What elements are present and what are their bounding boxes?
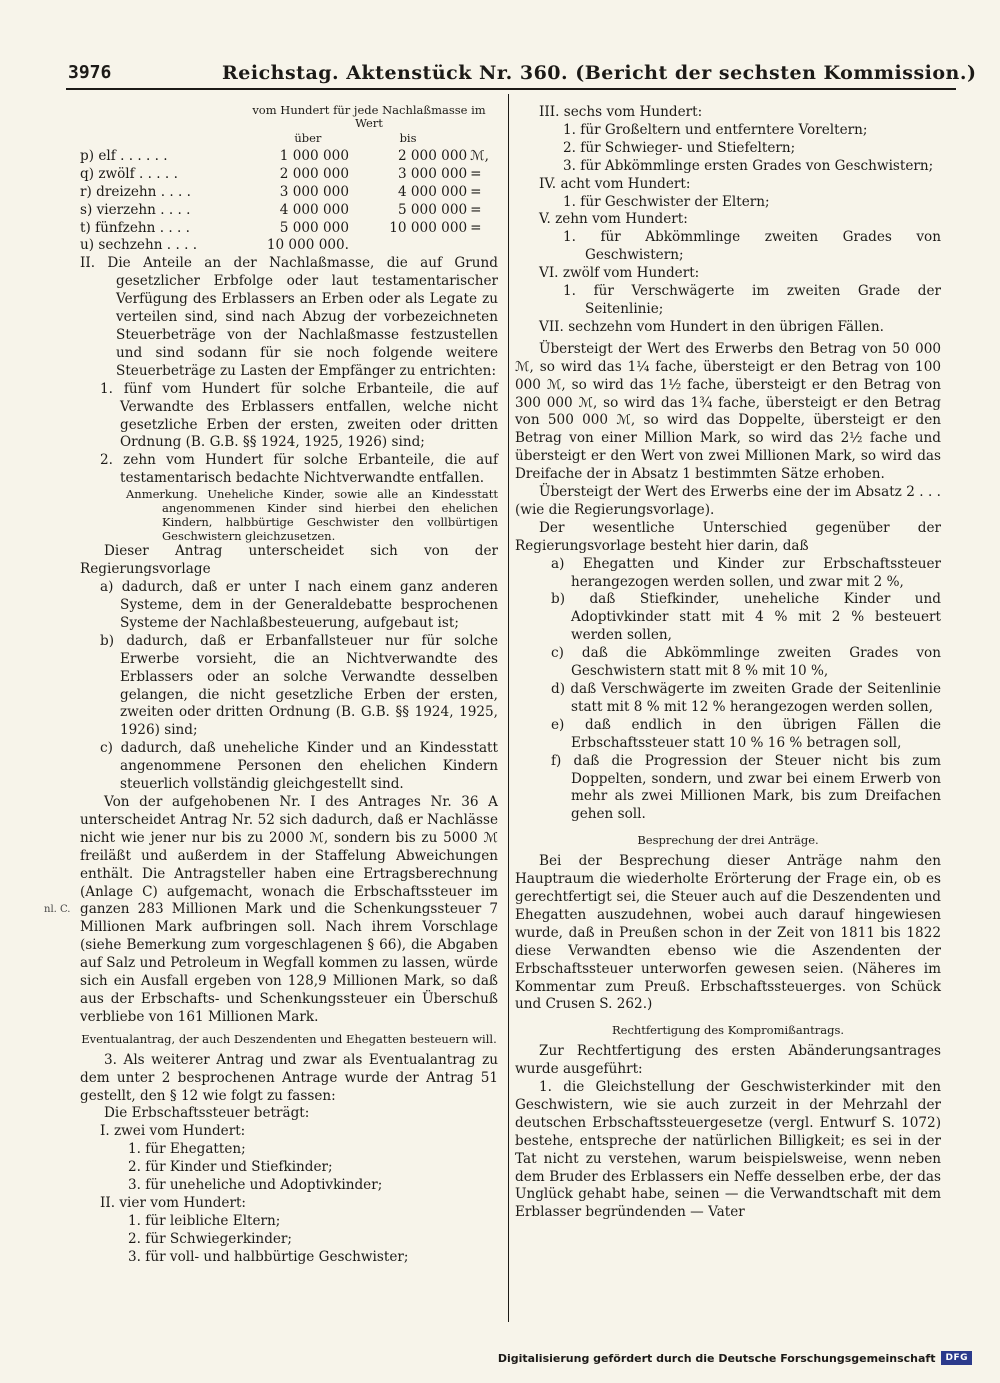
paragraph-erbschaftssteuer: Die Erbschaftssteuer beträgt: (104, 1105, 310, 1122)
rate-I-head: I. zwei vom Hundert: (100, 1123, 246, 1140)
running-title: Reichstag. Aktenstück Nr. 360. (Bericht der sechsten Kommission.) (222, 62, 977, 84)
list-item: e) daß endlich in den übrigen Fällen die Erbschaftssteuer statt 10 % 16 % betragen soll, (551, 716, 941, 751)
rate-table-head: vom Hundert für jede Nachlaßmasse im Wert (252, 103, 486, 130)
header-rule (66, 88, 956, 90)
list-item: b) daß Stiefkinder, uneheliche Kinder und Adoptivkinder statt mit 4 % mit 2 % besteuert werden sollen, (551, 591, 941, 644)
table-row: q) zwölf . . . . . 2 000 000 3 000 000 = (80, 165, 482, 182)
right-column (515, 104, 941, 1222)
margin-note: nl. C. (44, 904, 71, 915)
paragraph-II-2: 2. zehn vom Hundert für solche Erbanteile, die auf testamentarisch bedachte Nichtverwandte entfallen. (100, 452, 498, 487)
list-item: 1. für Ehegatten; (128, 1141, 246, 1158)
list-item: 3. für Abkömmlinge ersten Grades von Geschwistern; (563, 157, 934, 174)
paragraph-b: b) dadurch, daß er Erbanfallsteuer nur für solche Erwerbe vorsieht, die an Nichtverwandte des Erblassers oder an solche Verwandte desselben gelangen, die nicht gesetzliche Erben der ersten, zweiten oder dritten Ordnung (B. G.B. §§ 1924, 1925, 1926) sind; (100, 632, 498, 739)
paragraph-von: Von der aufgehobenen Nr. I des Antrages Nr. 36 A unterscheidet Antrag Nr. 52 sich dadurch, daß er Nachlässe nicht wie jener nur bis zu 2000 ℳ, sondern bis zu 5000 ℳ freiläßt und außerdem in der Staffelung Abweichungen enthält. Die Antragsteller haben eine Ertragsberechnung (Anlage C) aufgemacht, wonach die Erbschaftssteuer im ganzen 283 Millionen Mark und die Schenkungssteuer 7 Millionen Mark aufbringen soll. Nach ihrem Vorschlage (siehe Bemerkung zum vorgeschlagenen § 66), die Abgaben auf Salz und Petroleum in Wegfall kommen zu lassen, würde sich ein Ausfall ergeben von 128,9 Millionen Mark, so daß aus der Erbschafts- und Schenkungssteuer ein Überschuß verbliebe von 161 Millionen Mark. (80, 794, 498, 1025)
list-item: 2. für Schwieger- und Stiefeltern; (563, 139, 796, 156)
list-item: 1. für Großeltern und entferntere Voreltern; (563, 121, 868, 138)
rate-VII: VII. sechzehn vom Hundert in den übrigen Fällen. (539, 318, 884, 335)
rate-V-head: V. zehn vom Hundert: (539, 211, 688, 228)
digitization-footer (498, 1351, 972, 1365)
table-row: r) dreizehn . . . . 3 000 000 4 000 000 = (80, 183, 482, 200)
table-row: u) sechzehn . . . . 10 000 000. (80, 237, 349, 254)
page-header (60, 62, 977, 88)
rate-VI-head: VI. zwölf vom Hundert: (539, 265, 700, 282)
col-to: bis (399, 131, 417, 145)
heading-besprechung: Besprechung der drei Anträge. (637, 833, 819, 848)
paragraph-c: c) dadurch, daß uneheliche Kinder und an Kindesstatt angenommene Personen den ehelichen Kindern steuerlich vollständig gleichgestellt sind. (100, 740, 498, 793)
heading-eventual: Eventualantrag, der auch Deszendenten und Ehegatten besteuern will. (81, 1031, 497, 1046)
list-item: 1. für leibliche Eltern; (128, 1212, 281, 1229)
table-row: t) fünfzehn . . . . 5 000 000 10 000 000 = (80, 219, 482, 236)
paragraph-II-1: 1. fünf vom Hundert für solche Erbanteile, die auf Verwandte des Erblassers entfallen, welche nicht gesetzliche Erben der ersten, zweiten oder dritten Ordnung (B. G.B. §§ 1924, 1925, 1926) sind; (100, 380, 498, 451)
list-item: f) daß die Progression der Steuer nicht bis zum Doppelten, sondern, und zwar bei einem Erwerb von mehr als zwei Millionen Mark, bis zum Dreifachen gehen soll. (551, 752, 941, 823)
table-row: p) elf . . . . . . 1 000 000 2 000 000 ℳ, (80, 147, 489, 164)
paragraph-a: a) dadurch, daß er unter I nach einem ganz anderen Systeme, dem in der Generaldebatte besprochenen Systeme der Nachlaßbesteuerung, aufgebaut ist; (100, 579, 498, 631)
footer-text: Digitalisierung gefördert durch die Deutsche Forschungsgemeinschaft (497, 1351, 936, 1365)
paragraph-wesentlich: Der wesentliche Unterschied gegenüber der Regierungsvorlage besteht hier darin, daß (515, 519, 941, 554)
paragraph-besprechung: Bei der Besprechung dieser Anträge nahm den Hauptraum die wiederholte Erörterung der Frage ein, ob es gerechtfertigt sei, die Steuer auch auf die Deszendenten und Ehegatten auszudehnen, wobei auch darauf hingewiesen wurde, daß in Preußen schon in der Zeit von 1811 bis 1822 diese Verwandten ebenso wie die Aszendenten der Erbschaftssteuer unterworfen gewesen seien. (Näheres im Kommentar zum Preuß. Erbschaftssteuerges. von Schück und Crusen S. 262.) (515, 853, 941, 1013)
paragraph-II: II. Die Anteile an der Nachlaßmasse, die auf Grund gesetzlicher Erbfolge oder laut testamentarischer Verfügung des Erblassers an Erben oder als Legate zu verteilen sind, sind nach Abzug der vorbezeichneten Steuerbeträge von der Nachlaßmasse festzustellen und sind sodann für sie noch folgende weitere Steuerbeträge zu Lasten der Empfänger zu entrichten: (80, 255, 498, 379)
paragraph-uebersteigt-2: Übersteigt der Wert des Erwerbs eine der im Absatz 2 . . . (wie die Regierungsvorlage). (515, 484, 941, 518)
list-item: 1. für Verschwägerte im zweiten Grade der Seitenlinie; (563, 283, 941, 317)
paragraph-3: 3. Als weiterer Antrag und zwar als Eventualantrag zu dem unter 2 besprochenen Antrage wurde der Antrag 51 gestellt, den § 12 wie folgt zu fassen: (80, 1051, 498, 1104)
table-row: s) vierzehn . . . . 4 000 000 5 000 000 = (80, 201, 482, 218)
paragraph-difference: Dieser Antrag unterscheidet sich von der Regierungsvorlage (80, 543, 498, 578)
list-item: 3. für voll- und halbbürtige Geschwister; (128, 1248, 409, 1265)
annotation-note: Anmerkung. Uneheliche Kinder, sowie alle an Kindesstatt angenommenen Kinder sind hierbei den ehelichen Kindern, halbbürtige Geschwister den vollbürtigen Geschwistern gleichzusetzen. (126, 487, 498, 543)
list-item: d) daß Verschwägerte im zweiten Grade der Seitenlinie statt mit 8 % mit 12 % herangezogen werden sollen, (551, 681, 941, 715)
page-number: 3976 (68, 62, 112, 83)
list-item: c) daß die Abkömmlinge zweiten Grades von Geschwistern statt mit 8 % mit 10 %, (551, 645, 941, 680)
list-item: 1. für Geschwister der Eltern; (563, 193, 770, 210)
column-divider (508, 94, 509, 1322)
list-item: 3. für uneheliche und Adoptivkinder; (128, 1177, 383, 1194)
rate-IV-head: IV. acht vom Hundert: (539, 175, 691, 192)
rate-II-head: II. vier vom Hundert: (100, 1194, 247, 1211)
dfg-logo: DFG (941, 1351, 972, 1365)
paragraph-uebersteigt-1: Übersteigt der Wert des Erwerbs den Betrag von 50 000 ℳ, so wird das 1¼ fache, übersteigt er den Betrag von 100 000 ℳ, so wird das 1½ fache, übersteigt er den Betrag von 300 000 ℳ, so wird das 1¾ fache, übersteigt er den Betrag von 500 000 ℳ, so wird das Doppelte, übersteigt er den Betrag von einer Million Mark, so wird das 2½ fache und übersteigt er den Wert von zwei Millionen Mark, so wird das Dreifache der in Absatz 1 bestimmten Sätze erhoben. (515, 340, 941, 483)
col-over: über (294, 131, 322, 145)
paragraph-zur: Zur Rechtfertigung des ersten Abänderungsantrages wurde ausgeführt: (515, 1043, 941, 1078)
list-item: 2. für Schwiegerkinder; (128, 1230, 293, 1247)
left-column (80, 104, 498, 1267)
rate-III-head: III. sechs vom Hundert: (539, 104, 703, 120)
paragraph-1: 1. die Gleichstellung der Geschwisterkinder mit den Geschwistern, wie sie auch zurzeit in der Mehrzahl der deutschen Erbschaftssteuergesetze (vergl. Entwurf S. 1072) bestehe, entspreche der natürlichen Billigkeit; es sei in der Tat nicht zu verstehen, warum beispielsweise, wenn neben dem Bruder des Erblassers ein Neffe desselben erbe, der das Unglück gehabt habe, seinen — die Verwandtschaft mit dem Erblasser begründenden — Vater (515, 1079, 941, 1221)
rate-table (80, 130, 492, 255)
list-item: a) Ehegatten und Kinder zur Erbschaftssteuer herangezogen werden sollen, und zwar mit 2 %, (551, 555, 941, 590)
heading-rechtfertigung: Rechtfertigung des Kompromißantrags. (611, 1023, 845, 1038)
list-item: 1. für Abkömmlinge zweiten Grades von Geschwistern; (563, 229, 941, 264)
rate-table-colheads (80, 130, 492, 148)
list-item: 2. für Kinder und Stiefkinder; (128, 1159, 333, 1176)
